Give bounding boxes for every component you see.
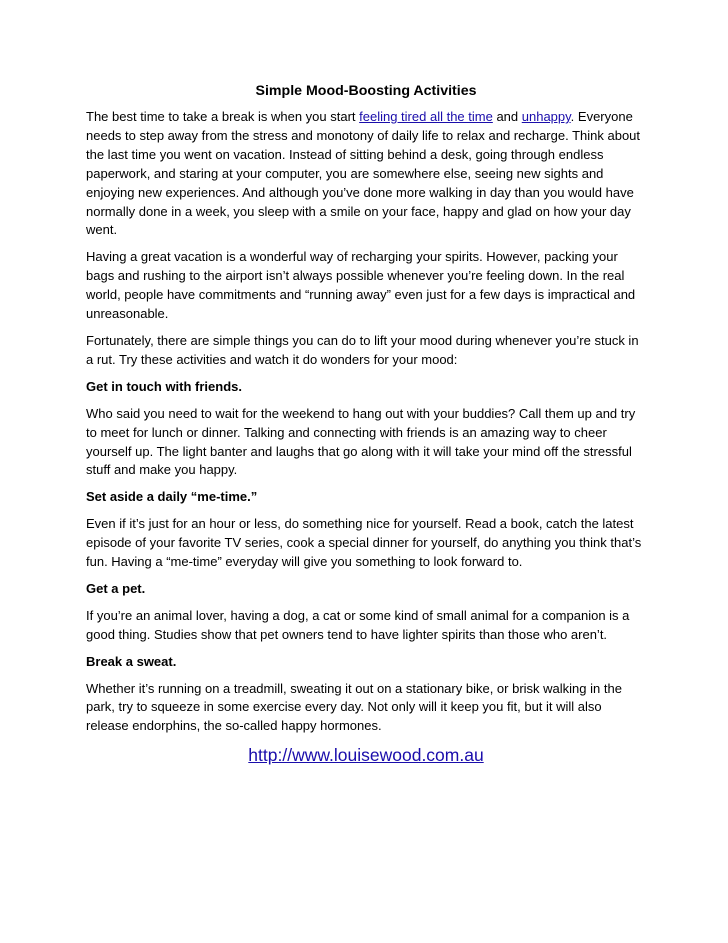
activities-intro-paragraph: Fortunately, there are simple things you can do to lift your mood during whenever you’re stuck in a rut. Try these activities and watch it do wonders for your mood: [86,332,639,367]
section-body-friends: Who said you need to wait for the weekend to hang out with your buddies? Call them up and try to meet for lunch or dinner. Talking and connecting with friends is an amazing way to cheer yourself up. The light banter and laughs that go along with it will take your mind off the stressful stuff and make you happy. [86,405,636,478]
section-heading-me-time: Set aside a daily “me-time.” [86,489,258,505]
vacation-paragraph: Having a great vacation is a wonderful way of recharging your spirits. However, packing your bags and rushing to the airport isn’t always possible whenever you’re feeling down. In the real world, people have commitments and “running away” even just for a few days is impractical and unreasonable. [86,249,636,322]
intro-text-and: and [492,109,522,124]
footer [86,744,646,766]
document-title: Simple Mood-Boosting Activities [255,83,477,99]
intro-text-rest: . Everyone needs to step away from the stress and monotony of daily life to relax and recharge. Think about the last time you went on vacation. Instead of sitting behind a desk, going through endless paperwork, and staring at your computer, you are somewhere else, seeing new sights and enjoying new experiences. And although you’ve done more walking in day than you would have normally done in a week, you sleep with a smile on your face, happy and glad on how your day went. [86,109,641,238]
section-body-me-time: Even if it’s just for an hour or less, do something nice for yourself. Read a book, catch the latest episode of your favorite TV series, cook a special dinner for yourself, do anything you think that’s fun. Having a “me-time” everyday will give you something to look forward to. [86,516,642,570]
document-page [86,82,646,766]
intro-paragraph [86,108,646,240]
unhappy-link[interactable]: unhappy [521,109,571,124]
website-link[interactable]: http://www.louisewood.com.au [248,745,484,766]
section-heading-friends: Get in touch with friends. [86,378,242,394]
feeling-tired-link[interactable]: feeling tired all the time [359,109,493,124]
section-body-sweat: Whether it’s running on a treadmill, sweating it out on a stationary bike, or brisk walking in the park, try to squeeze in some exercise every day. Not only will it keep you fit, but it will also release endorphins, the so-called happy hormones. [86,680,622,734]
section-body-pet: If you’re an animal lover, having a dog, a cat or some kind of small animal for a companion is a good thing. Studies show that pet owners tend to have lighter spirits than those who aren’t. [86,607,630,642]
section-heading-sweat: Break a sweat. [86,653,177,669]
intro-text-start: The best time to take a break is when you start [86,109,360,124]
section-heading-pet: Get a pet. [86,580,146,596]
